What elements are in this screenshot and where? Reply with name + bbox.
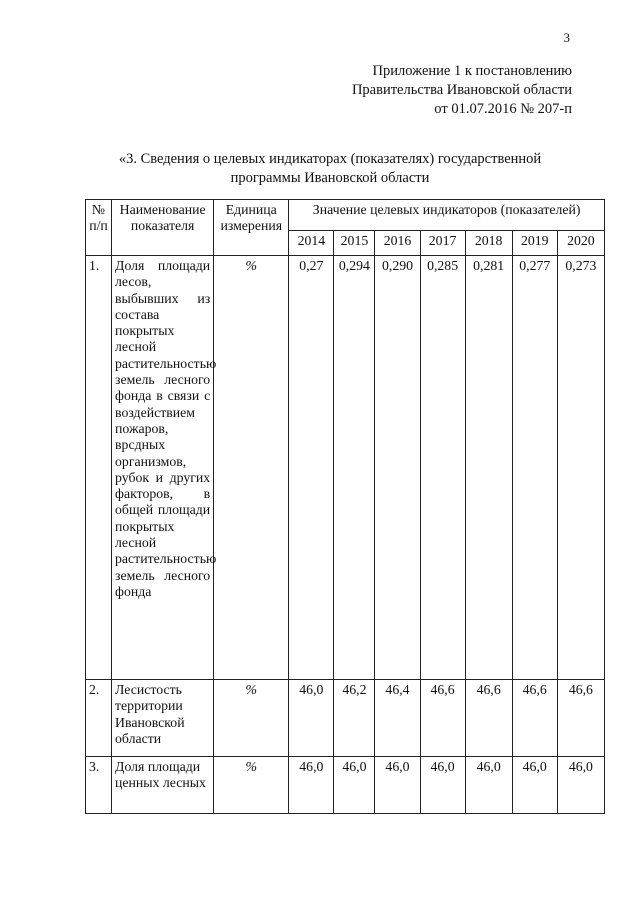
header-unit: Единица измерения (214, 200, 289, 256)
table-row (86, 256, 605, 680)
value-2015: 46,0 (334, 757, 375, 814)
value-2018: 0,281 (465, 256, 512, 680)
value-2014: 0,27 (289, 256, 334, 680)
row-number: 2. (86, 680, 112, 757)
page-number: 3 (563, 30, 570, 45)
indicator-name: Лесистость территории Ивановской области (112, 680, 214, 757)
header-num: № п/п (86, 200, 112, 256)
value-2017: 46,6 (420, 680, 465, 757)
value-2015: 0,294 (334, 256, 375, 680)
value-2019: 0,277 (512, 256, 557, 680)
row-number: 3. (86, 757, 112, 814)
value-2016: 0,290 (375, 256, 420, 680)
indicator-unit: % (214, 757, 289, 814)
year-2020: 2020 (557, 231, 604, 256)
year-2014: 2014 (289, 231, 334, 256)
year-2015: 2015 (334, 231, 375, 256)
header-name: Наименование показателя (112, 200, 214, 256)
value-2014: 46,0 (289, 757, 334, 814)
value-2018: 46,6 (465, 680, 512, 757)
section-title-line-1: «3. Сведения о целевых индикаторах (показателях) государственной (118, 151, 542, 167)
value-2016: 46,0 (375, 757, 420, 814)
section-title (60, 150, 600, 188)
indicator-unit: % (214, 680, 289, 757)
value-2020: 0,273 (557, 256, 604, 680)
indicators-table (85, 199, 605, 814)
value-2014: 46,0 (289, 680, 334, 757)
table-row (86, 680, 605, 757)
section-title-line-2: программы Ивановской области (230, 170, 430, 186)
appendix-line-3: от 01.07.2016 № 207-п (434, 101, 572, 117)
value-2015: 46,2 (334, 680, 375, 757)
value-2017: 0,285 (420, 256, 465, 680)
value-2019: 46,6 (512, 680, 557, 757)
value-2020: 46,0 (557, 757, 604, 814)
year-2016: 2016 (375, 231, 420, 256)
value-2017: 46,0 (420, 757, 465, 814)
appendix-reference (352, 62, 572, 119)
indicator-unit: % (214, 256, 289, 680)
indicator-name: Доля площади лесов, выбывших из состава покрытых лесной растительностью земель лесного фонда в связи с воздействием пожаров, врсдных организмов, рубок и других факторов, в общей площади покрытых лесной растительностью земель лесного фонда (112, 256, 214, 680)
appendix-line-1: Приложение 1 к постановлению (372, 63, 572, 79)
year-2019: 2019 (512, 231, 557, 256)
indicator-name: Доля площади ценных лесных (112, 757, 214, 814)
header-values: Значение целевых индикаторов (показателей) (289, 200, 605, 231)
value-2019: 46,0 (512, 757, 557, 814)
value-2018: 46,0 (465, 757, 512, 814)
header-row (86, 200, 605, 231)
table-row (86, 757, 605, 814)
year-2018: 2018 (465, 231, 512, 256)
value-2020: 46,6 (557, 680, 604, 757)
year-2017: 2017 (420, 231, 465, 256)
row-number: 1. (86, 256, 112, 680)
value-2016: 46,4 (375, 680, 420, 757)
appendix-line-2: Правительства Ивановской области (351, 82, 572, 98)
